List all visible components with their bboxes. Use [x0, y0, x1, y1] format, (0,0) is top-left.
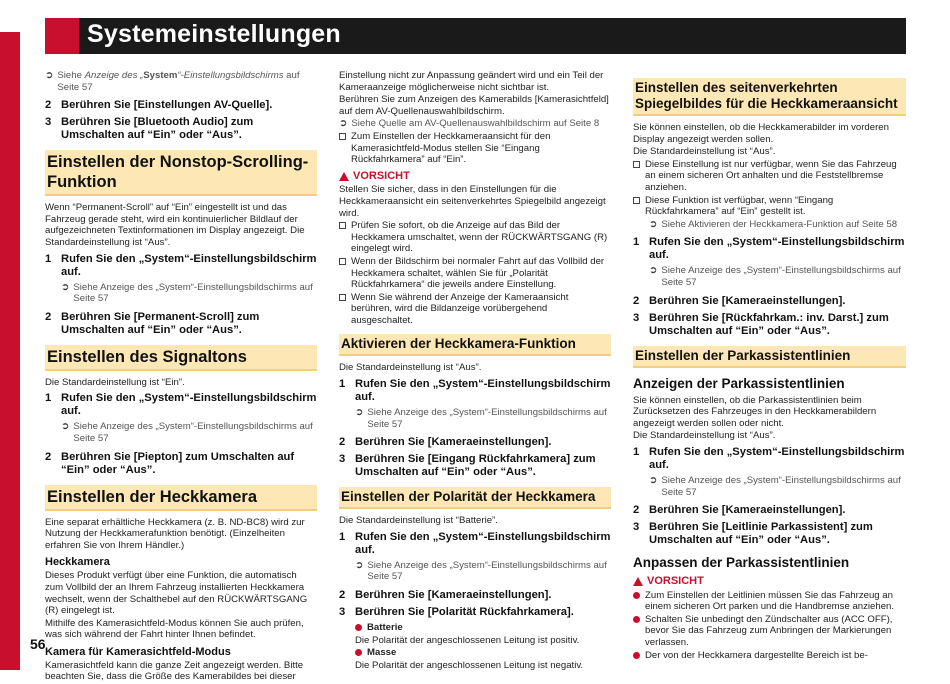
body-text: Die Standardeinstellung ist “Aus”.: [633, 430, 776, 442]
cross-reference: ➲ Siehe Anzeige des „System“-Einstellungsbildschirms auf Seite 57: [45, 70, 300, 93]
note-item: Diese Einstellung ist nur verfügbar, wenn Sie das Fahrzeug an einem sicheren Ort anhalten und die Feststellbremse anziehen.: [633, 159, 906, 194]
body-text: Sie können einstellen, ob die Heckkamerabilder im vorderen Display angezeigt werden sollen.: [633, 122, 889, 145]
checkbox-bullet-icon: [339, 133, 346, 140]
body-text: Die Standardeinstellung ist “Aus”.: [339, 362, 482, 374]
arrow-icon: ➲: [61, 421, 70, 433]
warning-item: Der von der Heckkamera dargestellte Bereich ist be-: [633, 650, 906, 662]
step-3: 3 Berühren Sie [Bluetooth Audio] zum Umschalten auf “Ein” oder “Aus”.: [45, 116, 254, 142]
step-2: 2 Berühren Sie [Kameraeinstellungen].: [339, 589, 552, 602]
body-text: Berühren Sie zum Anzeigen des Kamerabilds [Kamerasichtfeld] auf dem AV-Quellenauswahlbildschirm.: [339, 94, 609, 117]
note-item: Zum Einstellen der Heckkameraansicht für den Kamerasichtfeld-Modus stellen Sie “Eingang Rückfahrkamera” auf “Ein”.: [339, 131, 611, 166]
cross-reference: ➲ Siehe Anzeige des „System“-Einstellungsbildschirms auf Seite 57: [649, 265, 901, 288]
option-item: Batterie: [355, 622, 611, 634]
body-text: Stellen Sie sicher, dass in den Einstellungen für die Heckkameraansicht ein seitenverkehrtes Spiegelbild angezeigt wird.: [339, 184, 606, 219]
bullet-icon: [633, 616, 640, 623]
arrow-icon: ➲: [45, 70, 54, 81]
step-3: 3 Berühren Sie [Rückfahrkam.: inv. Darst.] zum Umschalten auf “Ein” oder “Aus”.: [633, 311, 889, 337]
arrow-icon: ➲: [61, 281, 70, 293]
body-text: Mithilfe des Kamerasichtfeld-Modus können Sie auch prüfen, was sich während der Fahrt hinter Ihnen befindet.: [45, 617, 304, 641]
body-text: Einstellung nicht zur Anpassung geändert wird und ein Teil der Kameraanzeige möglicherweise nicht sichtbar ist.: [339, 70, 604, 93]
body-text: Kamerasichtfeld kann die ganze Zeit angezeigt werden. Bitte beachten Sie, dass die Größe des Kamerabildes bei dieser: [45, 659, 304, 683]
arrow-icon: ➲: [649, 474, 658, 486]
page-number: 56: [30, 636, 46, 652]
page-header: [45, 18, 906, 54]
column-1: [45, 70, 317, 684]
header-accent: [45, 18, 79, 54]
arrow-icon: ➲: [649, 265, 658, 277]
subheading-heckkamera: Heckkamera: [45, 556, 110, 569]
cross-reference: ➲ Siehe Anzeige des „System“-Einstellungsbildschirms auf Seite 57: [355, 559, 607, 583]
section-side-tab: [0, 32, 20, 670]
body-text: Wenn “Permanent-Scroll” auf “Ein” eingestellt ist und das Fahrzeug gerade steht, wird ein kontinuierlicher Bildlauf der aufgezeichneten Textinformationen im Display angezeigt. Die Standardeinstellung ist “Aus”.: [45, 202, 305, 248]
step-3: 3 Berühren Sie [Leitlinie Parkassistent] zum Umschalten auf “Ein” oder “Aus”.: [633, 521, 873, 547]
arrow-icon: ➲: [339, 118, 348, 130]
bullet-icon: [633, 652, 640, 659]
bullet-icon: [355, 649, 362, 656]
column-3: [633, 70, 906, 662]
note-item: Diese Funktion ist verfügbar, wenn “Eingang Rückfahrkamera” auf “Ein” gestellt ist.: [633, 195, 906, 218]
body-text: Die Standardeinstellung ist “Aus”.: [633, 146, 776, 158]
step-2: 2 Berühren Sie [Permanent-Scroll] zum Umschalten auf “Ein” oder “Aus”.: [45, 310, 260, 336]
note-item: Prüfen Sie sofort, ob die Anzeige auf das Bild der Heckkamera umschaltet, wenn der RÜCKWÄRTSGANG (R) eingelegt wird.: [339, 220, 611, 255]
arrow-icon: ➲: [355, 559, 364, 571]
cross-reference: ➲ Siehe Anzeige des „System“-Einstellungsbildschirms auf Seite 57: [61, 421, 313, 444]
body-text: Die Polarität der angeschlossenen Leitung ist negativ.: [355, 659, 584, 671]
step-1: 1 Rufen Sie den „System“-Einstellungsbildschirm auf.: [45, 392, 317, 418]
bullet-icon: [633, 592, 640, 599]
step-1: 1 Rufen Sie den „System“-Einstellungsbildschirm auf.: [339, 530, 611, 556]
note-item: Wenn Sie während der Anzeige der Kameraansicht berühren, wird die Bildanzeige vorübergehend ausgeschaltet.: [339, 292, 611, 327]
step-1: 1 Rufen Sie den „System“-Einstellungsbildschirm auf.: [45, 252, 317, 278]
checkbox-bullet-icon: [339, 222, 346, 229]
arrow-icon: ➲: [355, 407, 364, 419]
step-1: 1 Rufen Sie den „System“-Einstellungsbildschirm auf.: [633, 236, 905, 262]
note-item: Wenn der Bildschirm bei normaler Fahrt auf das Vollbild der Heckkamera schaltet, wählen Sie für „Polarität Rückfahrkamera“ die jeweils andere Einstellung.: [339, 256, 611, 291]
body-text: Eine separat erhältliche Heckkamera (z. B. ND-BC8) wird zur Nutzung der Heckkamerafunktion benötigt. (Einzelheiten erfahren Sie von Ihrem Händler.): [45, 516, 305, 551]
checkbox-bullet-icon: [633, 197, 640, 204]
section-heading-heckkamera: Einstellen der Heckkamera: [45, 485, 317, 511]
body-text: Die Standardeinstellung ist “Ein”.: [45, 376, 185, 388]
cross-reference: ➲ Siehe Aktivieren der Heckkamera-Funktion auf Seite 58: [649, 218, 898, 230]
cross-reference: ➲ Siehe Anzeige des „System“-Einstellungsbildschirms auf Seite 57: [61, 281, 313, 305]
step-3: 3 Berühren Sie [Eingang Rückfahrkamera] zum Umschalten auf “Ein” oder “Aus”.: [339, 453, 596, 479]
step-3: 3 Berühren Sie [Polarität Rückfahrkamera].: [339, 606, 574, 619]
step-2: 2 Berühren Sie [Kameraeinstellungen].: [339, 436, 552, 449]
section-heading-parkassistent: Einstellen der Parkassistentlinien: [633, 346, 906, 368]
step-2: 2 Berühren Sie [Piepton] zum Umschalten auf “Ein” oder “Aus”.: [45, 450, 295, 476]
step-2: 2 Berühren Sie [Einstellungen AV-Quelle].: [45, 99, 273, 112]
warning-icon: [633, 577, 643, 586]
section-heading-signalton: Einstellen des Signaltons: [45, 345, 317, 371]
cross-reference: ➲ Siehe Anzeige des „System“-Einstellungsbildschirms auf Seite 57: [649, 474, 901, 498]
option-item: Masse: [355, 647, 611, 659]
bullet-icon: [355, 624, 362, 631]
column-2: [339, 70, 611, 672]
subheading-anpassen: Anpassen der Parkassistentlinien: [633, 555, 850, 571]
body-text: Dieses Produkt verfügt über eine Funktion, die automatisch zum Vollbild der an Ihrem Fahrzeug installierten Heckkamera wechselt, wenn der Schalthebel auf den RÜCKWÄRTSGANG (R) eingelegt ist.: [45, 570, 308, 617]
warning-item: Schalten Sie unbedingt den Zündschalter aus (ACC OFF), bevor Sie das Fahrzeug zum Anbringen der Markierungen verlassen.: [633, 614, 906, 649]
body-text: Sie können einstellen, ob die Parkassistentlinien beim Zurücksetzen des Fahrzeuges in den Heckkamerabildern angezeigt werden sollen oder nicht.: [633, 394, 877, 429]
section-heading-aktivieren: Aktivieren der Heckkamera-Funktion: [339, 334, 611, 356]
section-heading-polaritaet: Einstellen der Polarität der Heckkamera: [339, 487, 611, 509]
body-text: Die Standardeinstellung ist “Batterie”.: [339, 515, 498, 527]
page-title: Systemeinstellungen: [87, 20, 341, 48]
section-heading-nonstop: Einstellen der Nonstop-Scrolling-Funktion: [45, 150, 317, 196]
arrow-icon: ➲: [649, 218, 658, 230]
checkbox-bullet-icon: [339, 294, 346, 301]
step-1: 1 Rufen Sie den „System“-Einstellungsbildschirm auf.: [633, 445, 905, 471]
body-text: Die Polarität der angeschlossenen Leitung ist positiv.: [355, 634, 580, 646]
step-1: 1 Rufen Sie den „System“-Einstellungsbildschirm auf.: [339, 378, 611, 404]
cross-reference: ➲ Siehe Anzeige des „System“-Einstellungsbildschirms auf Seite 57: [355, 407, 607, 430]
checkbox-bullet-icon: [339, 258, 346, 265]
cross-reference: ➲ Siehe Quelle am AV-Quellenauswahlbildschirm auf Seite 8: [339, 118, 600, 130]
step-2: 2 Berühren Sie [Kameraeinstellungen].: [633, 294, 846, 307]
warning-label: VORSICHT: [633, 576, 906, 588]
warning-label: VORSICHT: [339, 171, 611, 183]
warning-icon: [339, 172, 349, 181]
warning-item: Zum Einstellen der Leitlinien müssen Sie das Fahrzeug an einem sicheren Ort parken und die Handbremse anziehen.: [633, 590, 906, 613]
section-heading-spiegelbild: Einstellen des seitenverkehrten Spiegelbildes für die Heckkameraansicht: [633, 78, 906, 116]
step-2: 2 Berühren Sie [Kameraeinstellungen].: [633, 504, 846, 517]
subheading-kamerasichtfeld: Kamera für Kamerasichtfeld-Modus: [45, 645, 231, 658]
subheading-anzeigen: Anzeigen der Parkassistentlinien: [633, 375, 845, 391]
checkbox-bullet-icon: [633, 161, 640, 168]
